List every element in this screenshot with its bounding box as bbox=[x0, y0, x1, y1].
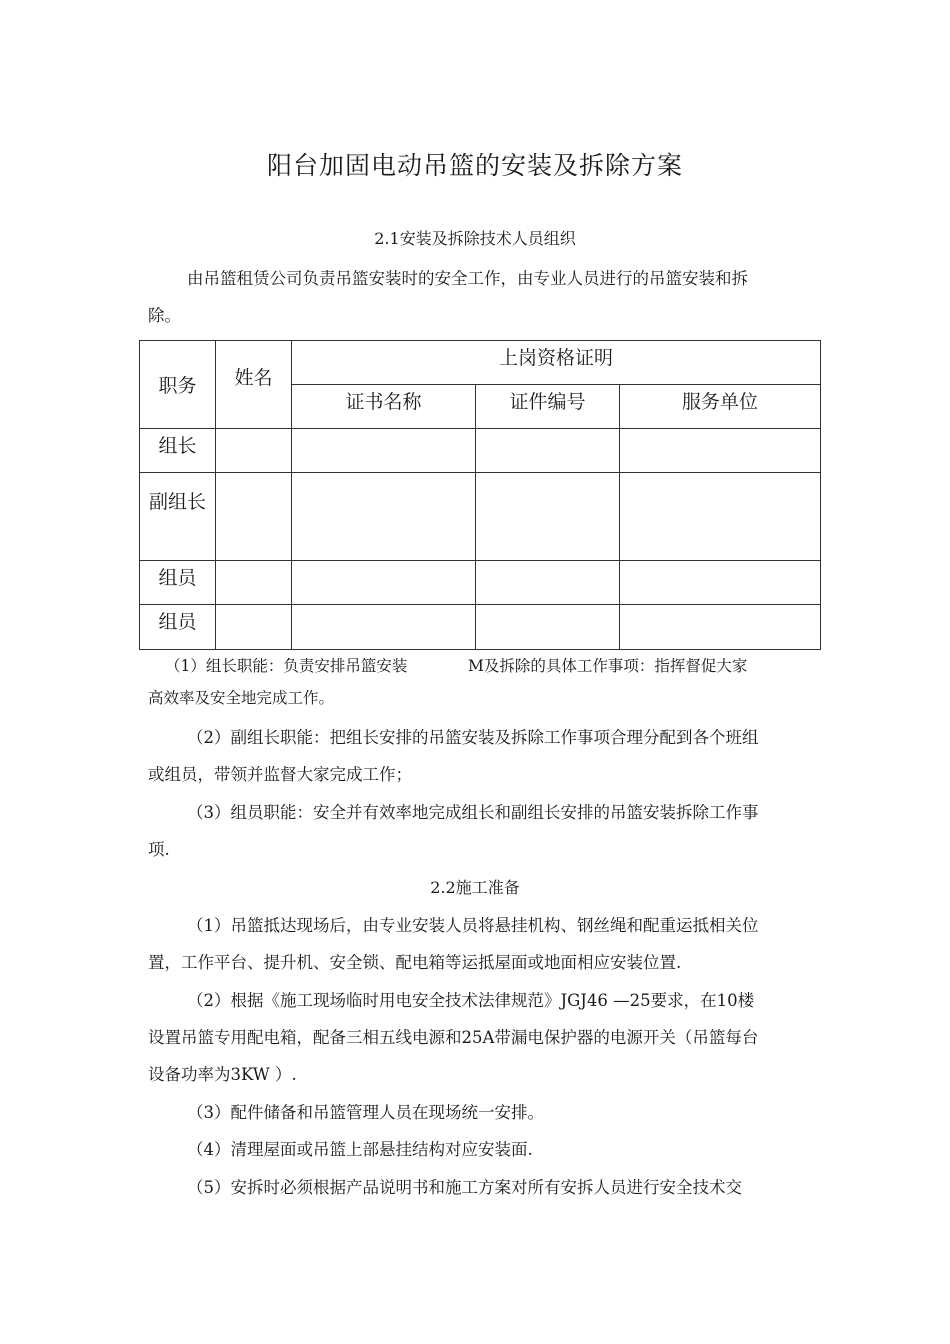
prep-2-line-3: 设备功率为3KW ）. bbox=[148, 1065, 297, 1084]
prep-2-line-1: （2）根据《施工现场临时用电安全技术法律规范》JGJ46 —25要求，在10楼 bbox=[187, 991, 755, 1010]
header-role: 职务 bbox=[140, 341, 216, 429]
duty-3-line-2: 项. bbox=[148, 840, 170, 859]
section-heading-2-1: 2.1安装及拆除技术人员组织 bbox=[374, 229, 576, 248]
prep-1-line-2: 置，工作平台、提升机、安全锁、配电箱等运抵屋面或地面相应安装位置. bbox=[148, 953, 682, 972]
prep-2-line-2: 设置吊篮专用配电箱，配备三相五线电源和25A带漏电保护器的电源开关（吊篮每台 bbox=[148, 1028, 759, 1047]
duty-2-line-2: 或组员，带领并监督大家完成工作； bbox=[148, 765, 412, 784]
row-role-deputy-leader: 副组长 bbox=[140, 473, 216, 561]
intro-paragraph-line-1: 由吊篮租赁公司负责吊篮安装时的安全工作，由专业人员进行的吊篮安装和拆 bbox=[187, 269, 748, 288]
document-title: 阳台加固电动吊篮的安装及拆除方案 bbox=[266, 151, 683, 180]
table-cell bbox=[476, 429, 620, 473]
prep-1-line-1: （1）吊篮抵达现场后，由专业安装人员将悬挂机构、钢丝绳和配重运抵相关位 bbox=[187, 916, 759, 935]
table-cell bbox=[620, 473, 821, 561]
duty-3-line-1: （3）组员职能：安全并有效率地完成组长和副组长安排的吊篮安装拆除工作事 bbox=[187, 803, 759, 822]
duty-1-line-2: 高效率及安全地完成工作。 bbox=[148, 689, 335, 707]
table-cell bbox=[216, 473, 292, 561]
table-row bbox=[140, 561, 821, 605]
header-cert-group: 上岗资格证明 bbox=[292, 341, 821, 385]
table-row bbox=[140, 605, 821, 650]
row-role-leader: 组长 bbox=[140, 429, 216, 473]
table-cell bbox=[216, 429, 292, 473]
row-role-member-2: 组员 bbox=[140, 605, 216, 650]
table-cell bbox=[476, 473, 620, 561]
table-cell bbox=[620, 561, 821, 605]
table-row bbox=[140, 429, 821, 473]
row-role-member-1: 组员 bbox=[140, 561, 216, 605]
table-cell bbox=[476, 605, 620, 650]
table-row bbox=[140, 473, 821, 561]
header-cert-name: 证书名称 bbox=[292, 385, 476, 429]
table-cell bbox=[216, 561, 292, 605]
prep-5-line-1: （5）安拆时必须根据产品说明书和施工方案对所有安拆人员进行安全技术交 bbox=[187, 1178, 742, 1197]
table-cell bbox=[620, 429, 821, 473]
prep-4: （4）清理屋面或吊篮上部悬挂结构对应安装面. bbox=[187, 1140, 533, 1159]
table-cell bbox=[292, 429, 476, 473]
duty-2-line-1: （2）副组长职能：把组长安排的吊篮安装及拆除工作事项合理分配到各个班组 bbox=[187, 728, 759, 747]
section-heading-2-2: 2.2施工准备 bbox=[430, 878, 520, 897]
table-cell bbox=[292, 473, 476, 561]
intro-paragraph-line-2: 除。 bbox=[148, 306, 181, 325]
header-cert-number: 证件编号 bbox=[476, 385, 620, 429]
duty-1-line-1a: （1）组长职能：负责安排吊篮安装 bbox=[165, 657, 408, 675]
header-name: 姓名 bbox=[216, 341, 292, 429]
staff-table bbox=[139, 340, 821, 650]
header-service-unit: 服务单位 bbox=[620, 385, 821, 429]
table-cell bbox=[292, 605, 476, 650]
duty-1-line-1b: M及拆除的具体工作事项：指挥督促大家 bbox=[468, 657, 748, 675]
table-cell bbox=[216, 605, 292, 650]
table-cell bbox=[476, 561, 620, 605]
table-cell bbox=[292, 561, 476, 605]
prep-3: （3）配件储备和吊篮管理人员在现场统一安排。 bbox=[187, 1103, 544, 1122]
table-cell bbox=[620, 605, 821, 650]
